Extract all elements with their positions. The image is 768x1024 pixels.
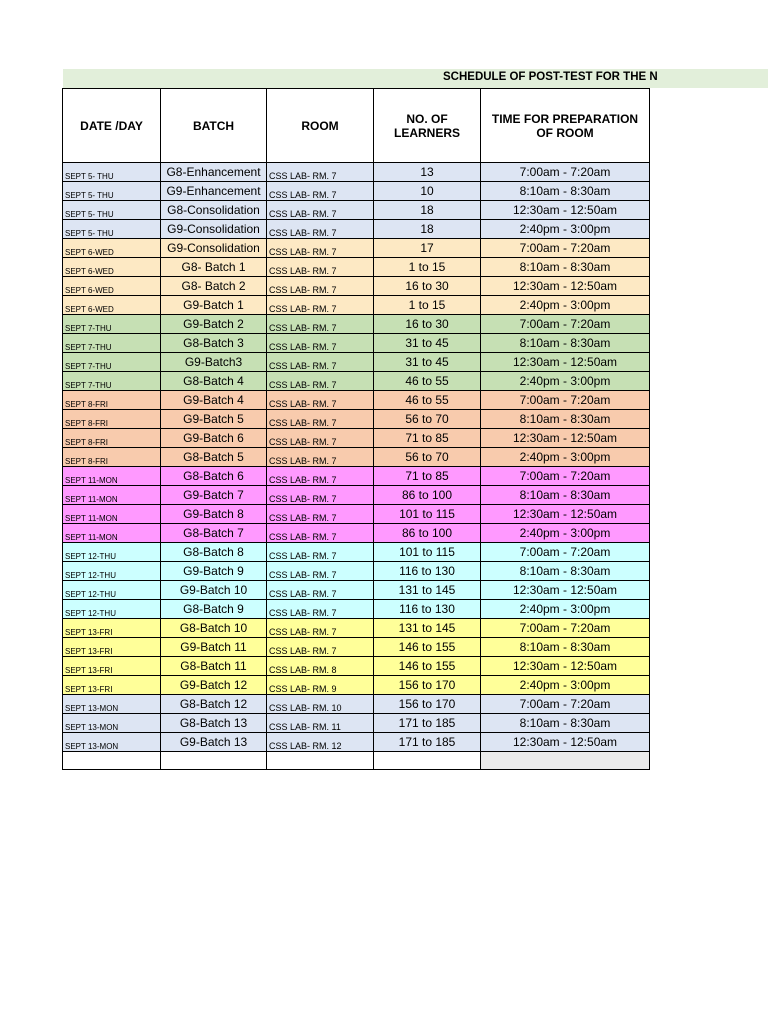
date-cell: SEPT 12-THU <box>63 562 161 581</box>
table-row <box>63 315 650 334</box>
room-cell: CSS LAB- RM. 7 <box>267 410 374 429</box>
table-row <box>63 258 650 277</box>
table-row <box>63 733 650 752</box>
header-batch: BATCH <box>161 89 267 163</box>
batch-cell: G9-Batch 5 <box>161 410 267 429</box>
learners-cell: 16 to 30 <box>374 277 481 296</box>
empty-cell <box>161 752 267 770</box>
batch-cell: G9-Batch 13 <box>161 733 267 752</box>
title-band <box>63 69 768 88</box>
table-row <box>63 714 650 733</box>
table-row <box>63 467 650 486</box>
time-cell: 8:10am - 8:30am <box>481 410 650 429</box>
learners-cell: 171 to 185 <box>374 733 481 752</box>
room-cell: CSS LAB- RM. 7 <box>267 277 374 296</box>
table-row <box>63 220 650 239</box>
date-cell: SEPT 6-WED <box>63 239 161 258</box>
empty-cell <box>374 752 481 770</box>
table-row <box>63 619 650 638</box>
learners-cell: 101 to 115 <box>374 505 481 524</box>
learners-cell: 56 to 70 <box>374 410 481 429</box>
batch-cell: G9-Enhancement <box>161 182 267 201</box>
table-row <box>63 334 650 353</box>
time-cell: 8:10am - 8:30am <box>481 334 650 353</box>
batch-cell: G9-Batch 8 <box>161 505 267 524</box>
table-row <box>63 638 650 657</box>
room-cell: CSS LAB- RM. 8 <box>267 657 374 676</box>
learners-cell: 13 <box>374 163 481 182</box>
room-cell: CSS LAB- RM. 7 <box>267 600 374 619</box>
table-row <box>63 505 650 524</box>
empty-row <box>63 752 650 770</box>
date-cell: SEPT 7-THU <box>63 353 161 372</box>
header-learners: NO. OF LEARNERS <box>374 89 481 163</box>
table-row <box>63 182 650 201</box>
time-cell: 12:30am - 12:50am <box>481 657 650 676</box>
table-row <box>63 486 650 505</box>
room-cell: CSS LAB- RM. 7 <box>267 638 374 657</box>
room-cell: CSS LAB- RM. 7 <box>267 353 374 372</box>
room-cell: CSS LAB- RM. 7 <box>267 296 374 315</box>
table-row <box>63 239 650 258</box>
table-row <box>63 543 650 562</box>
learners-cell: 86 to 100 <box>374 524 481 543</box>
date-cell: SEPT 11-MON <box>63 486 161 505</box>
time-cell: 2:40pm - 3:00pm <box>481 600 650 619</box>
batch-cell: G9-Batch 11 <box>161 638 267 657</box>
table-row <box>63 429 650 448</box>
learners-cell: 17 <box>374 239 481 258</box>
time-cell: 8:10am - 8:30am <box>481 638 650 657</box>
learners-cell: 18 <box>374 201 481 220</box>
table-row <box>63 277 650 296</box>
time-cell: 12:30am - 12:50am <box>481 733 650 752</box>
date-cell: SEPT 6-WED <box>63 277 161 296</box>
batch-cell: G8-Batch 4 <box>161 372 267 391</box>
time-cell: 7:00am - 7:20am <box>481 619 650 638</box>
table-row <box>63 391 650 410</box>
learners-cell: 56 to 70 <box>374 448 481 467</box>
learners-cell: 116 to 130 <box>374 600 481 619</box>
time-cell: 8:10am - 8:30am <box>481 562 650 581</box>
table-row <box>63 695 650 714</box>
date-cell: SEPT 7-THU <box>63 315 161 334</box>
time-cell: 2:40pm - 3:00pm <box>481 296 650 315</box>
time-cell: 8:10am - 8:30am <box>481 486 650 505</box>
time-cell: 7:00am - 7:20am <box>481 695 650 714</box>
batch-cell: G9-Batch 9 <box>161 562 267 581</box>
batch-cell: G8-Enhancement <box>161 163 267 182</box>
date-cell: SEPT 6-WED <box>63 296 161 315</box>
table-row <box>63 353 650 372</box>
table-row <box>63 372 650 391</box>
room-cell: CSS LAB- RM. 7 <box>267 467 374 486</box>
batch-cell: G8-Batch 13 <box>161 714 267 733</box>
table-row <box>63 448 650 467</box>
table-row <box>63 201 650 220</box>
empty-cell <box>63 752 161 770</box>
time-cell: 8:10am - 8:30am <box>481 714 650 733</box>
time-cell: 2:40pm - 3:00pm <box>481 448 650 467</box>
time-cell: 2:40pm - 3:00pm <box>481 524 650 543</box>
room-cell: CSS LAB- RM. 12 <box>267 733 374 752</box>
table-row <box>63 296 650 315</box>
room-cell: CSS LAB- RM. 7 <box>267 619 374 638</box>
time-cell: 12:30am - 12:50am <box>481 429 650 448</box>
batch-cell: G9-Batch 6 <box>161 429 267 448</box>
date-cell: SEPT 6-WED <box>63 258 161 277</box>
learners-cell: 31 to 45 <box>374 334 481 353</box>
date-cell: SEPT 13-FRI <box>63 638 161 657</box>
batch-cell: G8-Batch 5 <box>161 448 267 467</box>
header-date: DATE /DAY <box>63 89 161 163</box>
room-cell: CSS LAB- RM. 7 <box>267 486 374 505</box>
time-cell: 7:00am - 7:20am <box>481 543 650 562</box>
date-cell: SEPT 13-FRI <box>63 676 161 695</box>
room-cell: CSS LAB- RM. 7 <box>267 429 374 448</box>
room-cell: CSS LAB- RM. 7 <box>267 391 374 410</box>
learners-cell: 146 to 155 <box>374 657 481 676</box>
learners-cell: 156 to 170 <box>374 676 481 695</box>
batch-cell: G8-Consolidation <box>161 201 267 220</box>
table-row <box>63 524 650 543</box>
room-cell: CSS LAB- RM. 7 <box>267 543 374 562</box>
room-cell: CSS LAB- RM. 7 <box>267 258 374 277</box>
table-row <box>63 600 650 619</box>
date-cell: SEPT 5- THU <box>63 201 161 220</box>
learners-cell: 131 to 145 <box>374 581 481 600</box>
batch-cell: G8- Batch 2 <box>161 277 267 296</box>
time-cell: 7:00am - 7:20am <box>481 467 650 486</box>
batch-cell: G9-Batch 2 <box>161 315 267 334</box>
batch-cell: G8-Batch 10 <box>161 619 267 638</box>
time-cell: 2:40pm - 3:00pm <box>481 372 650 391</box>
date-cell: SEPT 5- THU <box>63 163 161 182</box>
date-cell: SEPT 13-FRI <box>63 619 161 638</box>
empty-cell <box>267 752 374 770</box>
learners-cell: 31 to 45 <box>374 353 481 372</box>
time-cell: 2:40pm - 3:00pm <box>481 676 650 695</box>
date-cell: SEPT 11-MON <box>63 505 161 524</box>
header-room: ROOM <box>267 89 374 163</box>
date-cell: SEPT 8-FRI <box>63 391 161 410</box>
time-cell: 7:00am - 7:20am <box>481 239 650 258</box>
time-cell: 2:40pm - 3:00pm <box>481 220 650 239</box>
learners-cell: 18 <box>374 220 481 239</box>
schedule-body <box>63 163 650 770</box>
learners-cell: 10 <box>374 182 481 201</box>
date-cell: SEPT 7-THU <box>63 334 161 353</box>
learners-cell: 16 to 30 <box>374 315 481 334</box>
room-cell: CSS LAB- RM. 7 <box>267 334 374 353</box>
date-cell: SEPT 13-FRI <box>63 657 161 676</box>
schedule-table <box>62 88 650 770</box>
room-cell: CSS LAB- RM. 9 <box>267 676 374 695</box>
table-row <box>63 163 650 182</box>
date-cell: SEPT 5- THU <box>63 182 161 201</box>
learners-cell: 46 to 55 <box>374 391 481 410</box>
batch-cell: G9-Batch 12 <box>161 676 267 695</box>
table-row <box>63 676 650 695</box>
time-cell: 12:30am - 12:50am <box>481 201 650 220</box>
learners-cell: 86 to 100 <box>374 486 481 505</box>
batch-cell: G8-Batch 11 <box>161 657 267 676</box>
room-cell: CSS LAB- RM. 7 <box>267 448 374 467</box>
room-cell: CSS LAB- RM. 10 <box>267 695 374 714</box>
date-cell: SEPT 8-FRI <box>63 448 161 467</box>
batch-cell: G8-Batch 9 <box>161 600 267 619</box>
room-cell: CSS LAB- RM. 7 <box>267 505 374 524</box>
date-cell: SEPT 12-THU <box>63 581 161 600</box>
time-cell: 12:30am - 12:50am <box>481 353 650 372</box>
time-cell: 12:30am - 12:50am <box>481 505 650 524</box>
time-cell: 7:00am - 7:20am <box>481 315 650 334</box>
table-row <box>63 562 650 581</box>
learners-cell: 1 to 15 <box>374 258 481 277</box>
learners-cell: 71 to 85 <box>374 467 481 486</box>
batch-cell: G8-Batch 8 <box>161 543 267 562</box>
date-cell: SEPT 13-MON <box>63 733 161 752</box>
learners-cell: 101 to 115 <box>374 543 481 562</box>
date-cell: SEPT 11-MON <box>63 467 161 486</box>
date-cell: SEPT 12-THU <box>63 543 161 562</box>
batch-cell: G9-Consolidation <box>161 220 267 239</box>
time-cell: 8:10am - 8:30am <box>481 258 650 277</box>
learners-cell: 1 to 15 <box>374 296 481 315</box>
room-cell: CSS LAB- RM. 7 <box>267 372 374 391</box>
batch-cell: G9-Batch 4 <box>161 391 267 410</box>
date-cell: SEPT 11-MON <box>63 524 161 543</box>
date-cell: SEPT 13-MON <box>63 695 161 714</box>
time-cell: 8:10am - 8:30am <box>481 182 650 201</box>
table-row <box>63 581 650 600</box>
date-cell: SEPT 12-THU <box>63 600 161 619</box>
room-cell: CSS LAB- RM. 7 <box>267 163 374 182</box>
date-cell: SEPT 5- THU <box>63 220 161 239</box>
batch-cell: G8-Batch 3 <box>161 334 267 353</box>
time-cell: 12:30am - 12:50am <box>481 581 650 600</box>
time-cell: 7:00am - 7:20am <box>481 163 650 182</box>
date-cell: SEPT 8-FRI <box>63 429 161 448</box>
learners-cell: 46 to 55 <box>374 372 481 391</box>
header-row <box>63 89 650 163</box>
learners-cell: 171 to 185 <box>374 714 481 733</box>
learners-cell: 116 to 130 <box>374 562 481 581</box>
room-cell: CSS LAB- RM. 7 <box>267 182 374 201</box>
room-cell: CSS LAB- RM. 7 <box>267 562 374 581</box>
room-cell: CSS LAB- RM. 7 <box>267 201 374 220</box>
learners-cell: 131 to 145 <box>374 619 481 638</box>
learners-cell: 146 to 155 <box>374 638 481 657</box>
batch-cell: G9-Batch 7 <box>161 486 267 505</box>
date-cell: SEPT 13-MON <box>63 714 161 733</box>
room-cell: CSS LAB- RM. 11 <box>267 714 374 733</box>
empty-cell <box>481 752 650 770</box>
learners-cell: 156 to 170 <box>374 695 481 714</box>
room-cell: CSS LAB- RM. 7 <box>267 581 374 600</box>
time-cell: 12:30am - 12:50am <box>481 277 650 296</box>
batch-cell: G8- Batch 1 <box>161 258 267 277</box>
room-cell: CSS LAB- RM. 7 <box>267 220 374 239</box>
table-row <box>63 657 650 676</box>
learners-cell: 71 to 85 <box>374 429 481 448</box>
date-cell: SEPT 8-FRI <box>63 410 161 429</box>
time-cell: 7:00am - 7:20am <box>481 391 650 410</box>
date-cell: SEPT 7-THU <box>63 372 161 391</box>
batch-cell: G8-Batch 7 <box>161 524 267 543</box>
batch-cell: G9-Batch3 <box>161 353 267 372</box>
schedule-title: SCHEDULE OF POST-TEST FOR THE N <box>443 71 658 83</box>
table-row <box>63 410 650 429</box>
room-cell: CSS LAB- RM. 7 <box>267 524 374 543</box>
header-time: TIME FOR PREPARATION OF ROOM <box>481 89 650 163</box>
batch-cell: G9-Consolidation <box>161 239 267 258</box>
batch-cell: G9-Batch 10 <box>161 581 267 600</box>
batch-cell: G9-Batch 1 <box>161 296 267 315</box>
batch-cell: G8-Batch 6 <box>161 467 267 486</box>
batch-cell: G8-Batch 12 <box>161 695 267 714</box>
room-cell: CSS LAB- RM. 7 <box>267 315 374 334</box>
room-cell: CSS LAB- RM. 7 <box>267 239 374 258</box>
